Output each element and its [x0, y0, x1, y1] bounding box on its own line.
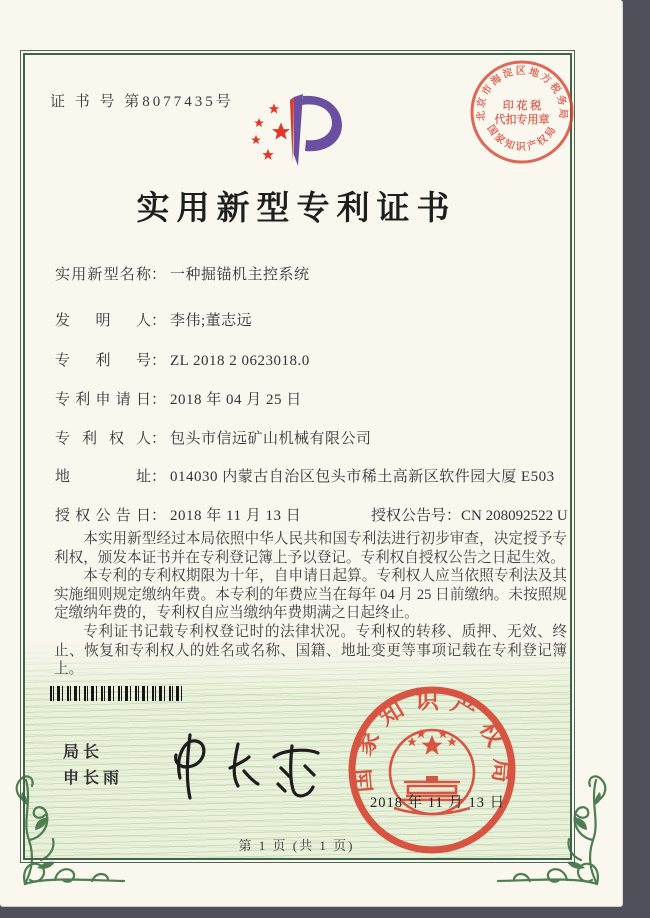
tax-seal-center-line2: 代扣专用章 [494, 114, 550, 126]
svg-text:国家知识产权局 [484, 122, 559, 153]
field-value: 一种掘锚机主控系统 [170, 267, 310, 283]
seal-date: 2018 年 11 月 13 日 [370, 795, 506, 811]
certificate-title: 实用新型专利证书 [136, 191, 457, 227]
signer-title: 局长 [63, 744, 104, 761]
tax-seal-icon [462, 52, 582, 172]
signer-name: 申长雨 [63, 770, 124, 787]
cnipa-patent-logo-icon [248, 92, 350, 176]
grant-number: 授权公告号：CN 208092522 U [371, 508, 568, 524]
field-row-patentee: 专利权人： 包头市信远矿山机械有限公司 [55, 431, 372, 447]
tax-seal-center-line1: 印 花 税 [502, 100, 542, 112]
field-value: 2018 年 04 月 25 日 [170, 392, 302, 408]
certificate-number: 证 书 号 第8077435号 [50, 94, 234, 110]
field-label: 专利权人 [55, 431, 151, 447]
field-row-inventor: 发明人： 李伟;董志远 [55, 313, 253, 329]
tax-seal-bottom-text: 国家知识产权局 [484, 123, 560, 153]
field-value: 2018 年 11 月 13 日 [170, 508, 302, 524]
field-row-grant-date: 授权公告日： 2018 年 11 月 13 日 授权公告号：CN 208092522 U [55, 508, 568, 524]
signer-block [63, 740, 123, 792]
seal-ring-text: 国家知识产权局 [348, 688, 516, 794]
field-label: 专利号 [55, 353, 151, 369]
field-row-filing-date: 专利申请日： 2018 年 04 月 25 日 [55, 392, 302, 408]
paragraph-2: 本专利的专利权期限为十年，自申请日起算。专利权人应当依照专利法及其实施细则规定缴纳年费。本专利的年费应当在每年 04 月 25 日前缴纳。未按照规定缴纳年费的，专利权自应当缴纳年费期满之日起终止。 [54, 568, 567, 622]
field-label: 专利申请日 [55, 392, 151, 408]
signature-shen-changyu-icon [150, 726, 340, 810]
cnipa-seal-icon [342, 680, 522, 860]
field-label: 实用新型名称 [55, 267, 151, 283]
field-label: 地址 [55, 469, 151, 485]
field-label: 发明人 [55, 313, 151, 329]
field-value: ZL 2018 2 0623018.0 [170, 353, 310, 369]
barcode [50, 686, 182, 701]
field-label: 授权公告日 [55, 508, 151, 524]
tax-seal-top-text: 北京市海淀区地方税务局 [475, 65, 569, 122]
field-row-patent-no: 专利号： ZL 2018 2 0623018.0 [55, 353, 310, 369]
field-row-name: 实用新型名称： 一种掘锚机主控系统 [55, 267, 310, 283]
paragraph-3: 专利证书记载专利权登记时的法律状况。专利权的转移、质押、无效、终止、恢复和专利权人的姓名或名称、国籍、地址变更等事项记载在专利登记簿上。 [54, 623, 567, 678]
svg-text:北京市海淀区地方税务局 [474, 64, 570, 121]
page-number: 第 1 页 (共 1 页) [238, 838, 355, 853]
field-value: 014030 内蒙古自治区包头市稀土高新区软件园大厦 E503 [170, 469, 555, 485]
paragraph-1: 本实用新型经过本局依照中华人民共和国专利法进行初步审查，决定授予专利权，颁发本证书并在专利登记簿上予以登记。专利权自授权公告之日起生效。 [54, 531, 567, 566]
field-value: 李伟;董志远 [170, 313, 253, 329]
field-row-address: 地址： 014030 内蒙古自治区包头市稀土高新区软件园大厦 E503 [55, 469, 555, 485]
legal-paragraphs [54, 530, 567, 679]
field-value: 包头市信远矿山机械有限公司 [170, 431, 372, 447]
